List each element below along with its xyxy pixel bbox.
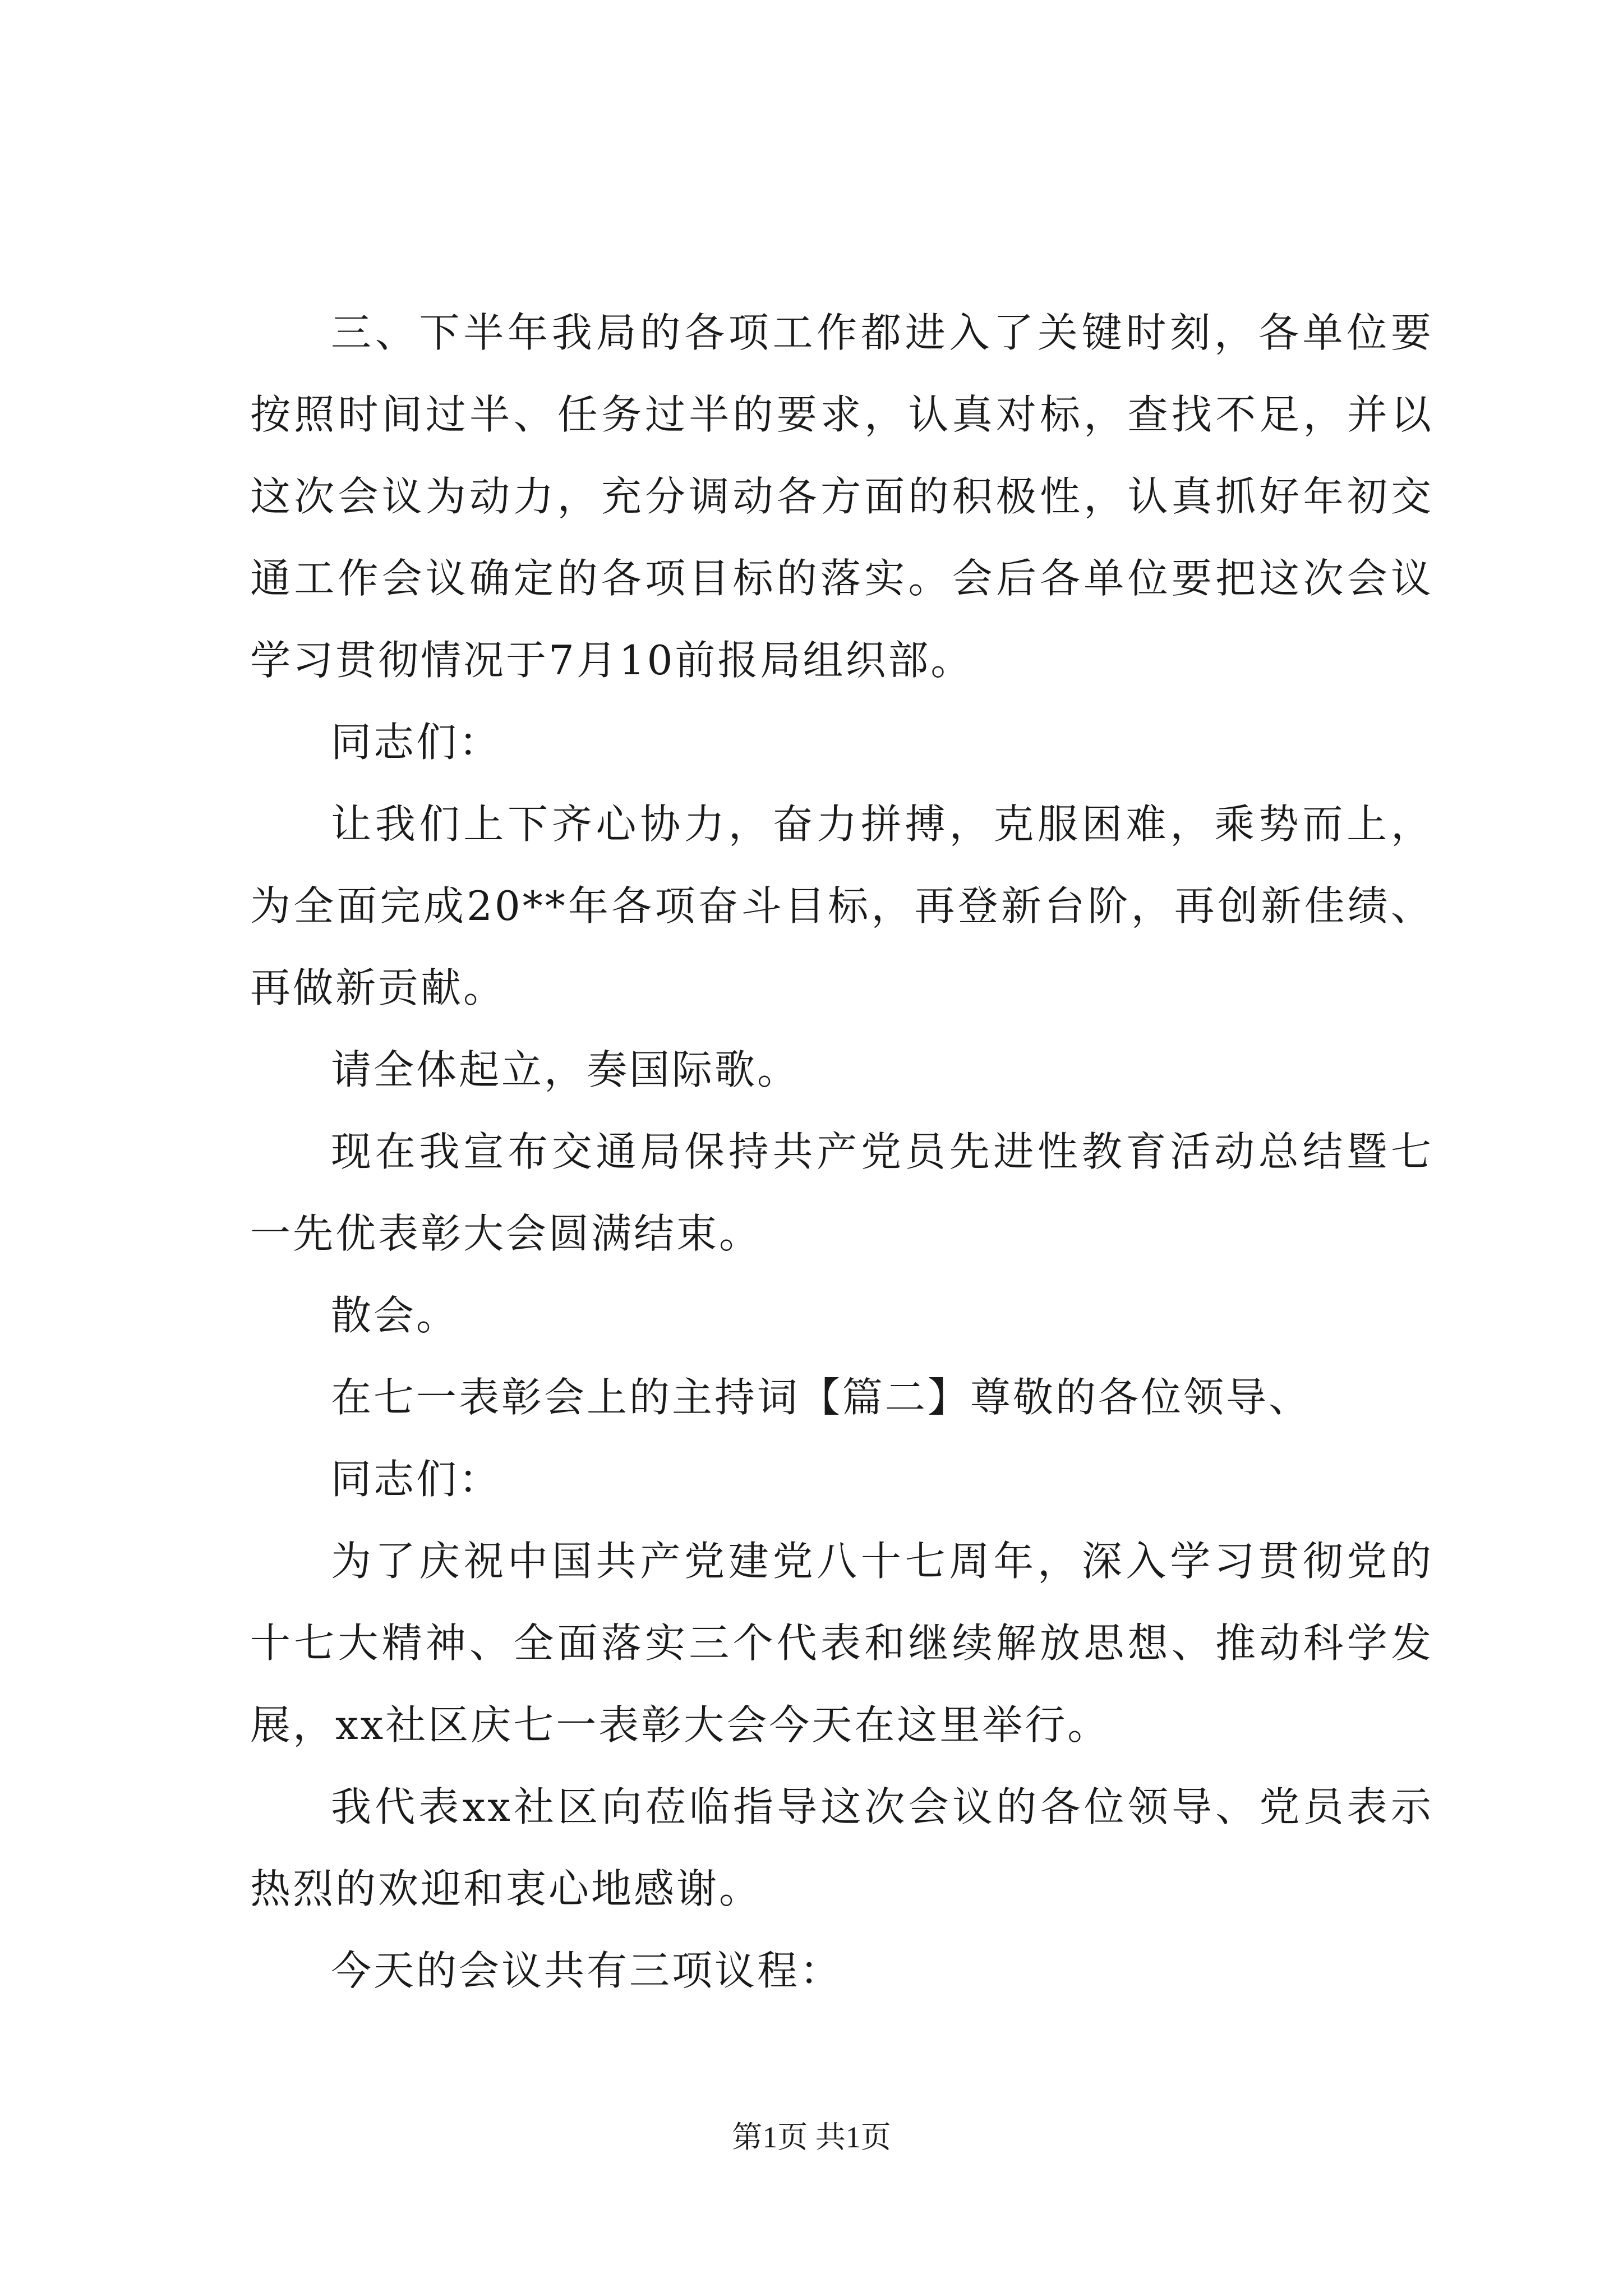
paragraph-anthem: 请全体起立，奏国际歌。 <box>331 1046 800 1093</box>
paragraph-agenda-intro: 今天的会议共有三项议程： <box>331 1947 843 1994</box>
page-footer: 第1页 共1页 <box>732 2120 891 2154</box>
paragraph-adjourn: 散会。 <box>331 1292 459 1339</box>
paragraph-welcome-thanks: 我代表xx社区向莅临指导这次会议的各位领导、党员表示热烈的欢迎和衷心地感谢。 <box>250 1783 1433 1912</box>
paragraph-call-to-action: 让我们上下齐心协力，奋力拼搏，克服困难，乘势而上，为全面完成20**年各项奋斗目标，再登新台阶，再创新佳绩、再做新贡献。 <box>250 800 1433 1011</box>
paragraph-section-two-heading: 在七一表彰会上的主持词【篇二】尊敬的各位领导、 <box>331 1374 1312 1421</box>
document-body <box>250 292 1433 2012</box>
paragraph-salutation: 同志们： <box>331 719 502 766</box>
paragraph-salutation-two: 同志们： <box>331 1456 502 1503</box>
paragraph-closing-announcement: 现在我宣布交通局保持共产党员先进性教育活动总结暨七一先优表彰大会圆满结束。 <box>250 1128 1433 1257</box>
paragraph-work-requirements: 三、下半年我局的各项工作都进入了关键时刻，各单位要按照时间过半、任务过半的要求，认真对标，查找不足，并以这次会议为动力，充分调动各方面的积极性，认真抓好年初交通工作会议确定的各项目标的落实。会后各单位要把这次会议学习贯彻情况于7月10前报局组织部。 <box>250 309 1433 684</box>
paragraph-celebration-intro: 为了庆祝中国共产党建党八十七周年，深入学习贯彻党的十七大精神、全面落实三个代表和继续解放思想、推动科学发展，xx社区庆七一表彰大会今天在这里举行。 <box>250 1538 1433 1749</box>
